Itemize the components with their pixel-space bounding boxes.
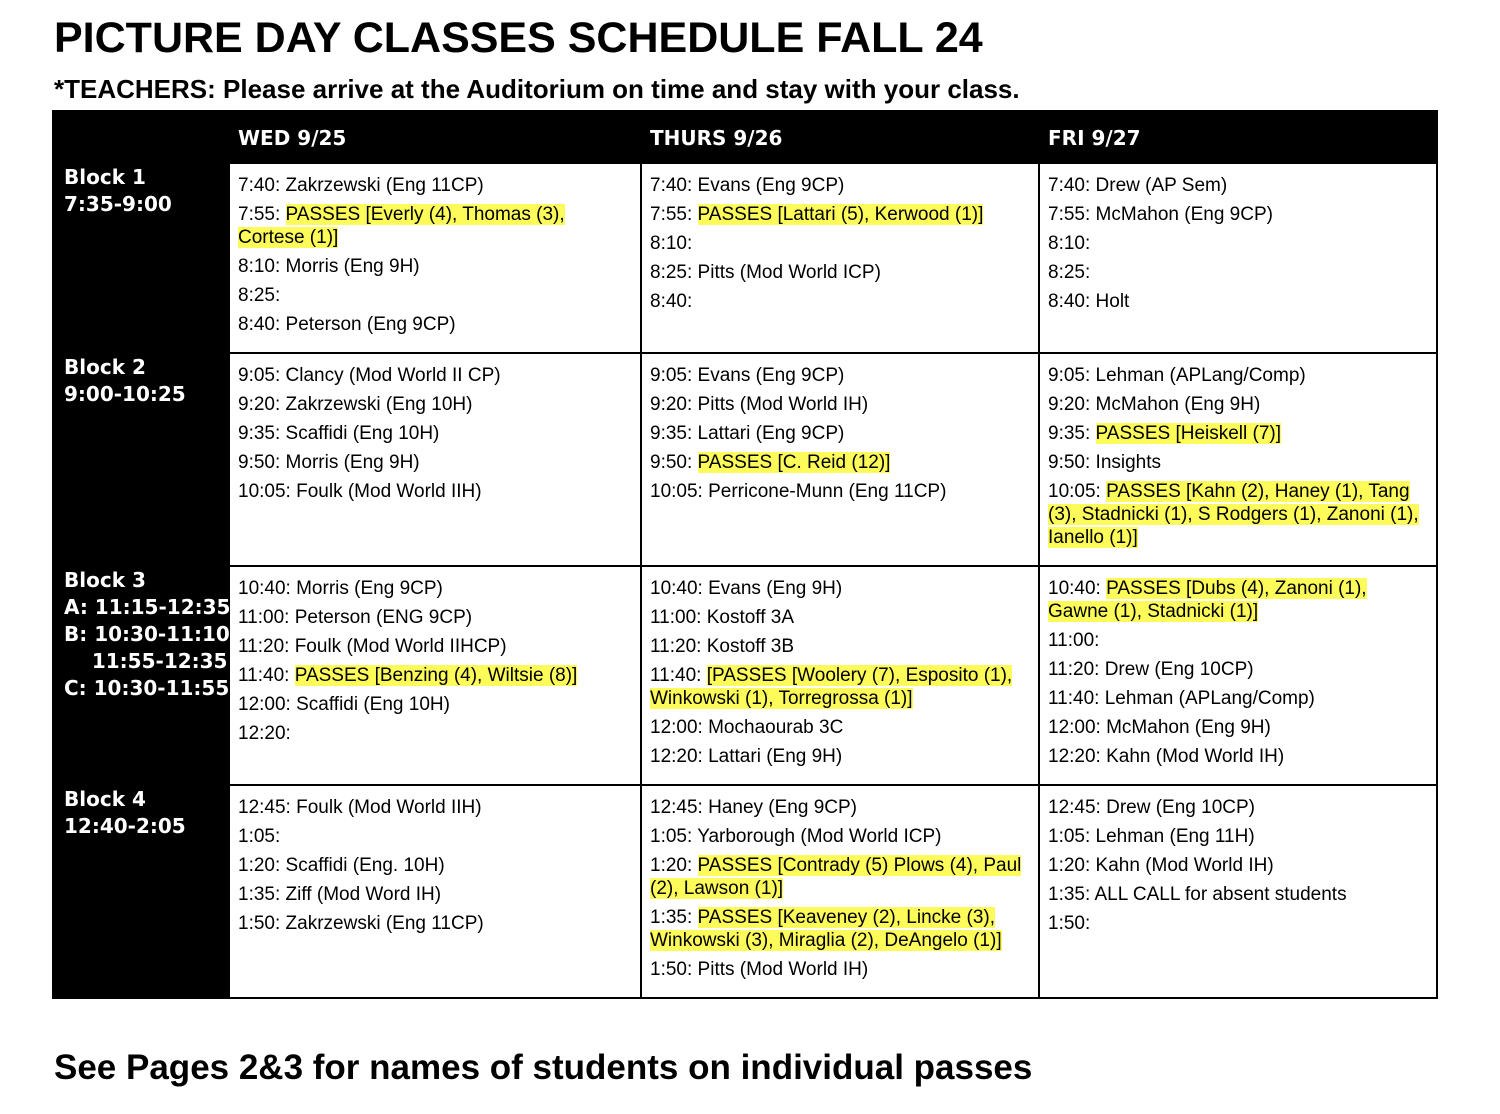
- entry-time: 11:40:: [1048, 688, 1105, 709]
- entry-time: 12:00:: [238, 694, 297, 715]
- passes-highlight: PASSES [Contrady (5) Plows (4), Paul (2), Lawson (1)]: [650, 855, 1022, 899]
- entry-time: 1:50:: [238, 913, 286, 934]
- schedule-cell: [641, 353, 1039, 566]
- entry-class: McMahon (Eng 9H): [1106, 717, 1271, 738]
- entry-time: 10:40:: [1048, 578, 1107, 599]
- entry-class: Haney (Eng 9CP): [708, 797, 858, 818]
- entry-class: Evans (Eng 9CP): [697, 365, 845, 386]
- schedule-entry: [238, 451, 632, 474]
- schedule-entry: [650, 606, 1030, 629]
- entry-class: Kostoff 3B: [706, 636, 795, 657]
- schedule-entry: [650, 745, 1030, 768]
- schedule-entry: [650, 716, 1030, 739]
- schedule-entry: [238, 313, 632, 336]
- entry-time: 1:50:: [650, 959, 698, 980]
- entry-time: 12:00:: [650, 717, 709, 738]
- block-label: Block 3 A: 11:15-12:35 B: 10:30-11:10 11:55-12:35 C: 10:30-11:55: [53, 566, 229, 785]
- schedule-entry: [650, 451, 1030, 474]
- schedule-entry: [1048, 261, 1428, 284]
- schedule-table: [52, 110, 1438, 999]
- entry-class: McMahon (Eng 9H): [1095, 394, 1261, 415]
- block-label: Block 4 12:40-2:05: [53, 785, 229, 998]
- schedule-entry: [238, 255, 632, 278]
- entry-class: Pitts (Mod World IH): [697, 959, 869, 980]
- entry-class: Zakrzewski (Eng 11CP): [285, 175, 484, 196]
- entry-time: 9:50:: [1048, 452, 1096, 473]
- schedule-entry: [238, 203, 632, 249]
- entry-time: 8:10:: [650, 233, 693, 254]
- passes-highlight: PASSES [Lattari (5), Kerwood (1)]: [697, 204, 984, 225]
- entry-time: 1:05:: [238, 826, 281, 847]
- schedule-entry: [650, 480, 1030, 503]
- schedule-entry: [1048, 577, 1428, 623]
- schedule-entry: [1048, 854, 1428, 877]
- schedule-entry: [1048, 203, 1428, 226]
- entry-time: 1:05:: [650, 826, 698, 847]
- entry-class: McMahon (Eng 9CP): [1095, 204, 1273, 225]
- entry-time: 11:40:: [650, 665, 707, 686]
- passes-highlight: PASSES [Heiskell (7)]: [1095, 423, 1282, 444]
- entry-class: Zakrzewski (Eng 10H): [285, 394, 473, 415]
- entry-class: Scaffidi (Eng 10H): [296, 694, 450, 715]
- schedule-entry: [238, 422, 632, 445]
- entry-time: 9:05:: [238, 365, 286, 386]
- entry-time: 7:40:: [650, 175, 698, 196]
- page-title: PICTURE DAY CLASSES SCHEDULE FALL 24: [54, 14, 983, 62]
- day-header-thurs: THURS 9/26: [641, 111, 1039, 163]
- entry-time: 8:25:: [1048, 262, 1091, 283]
- passes-highlight: PASSES [Dubs (4), Zanoni (1), Gawne (1), Stadnicki (1)]: [1048, 578, 1367, 622]
- passes-highlight: PASSES [Keaveney (2), Lincke (3), Winkowski (3), Miraglia (2), DeAngelo (1)]: [650, 907, 1002, 951]
- entry-time: 8:40:: [238, 314, 286, 335]
- entry-class: Mochaourab 3C: [708, 717, 844, 738]
- entry-time: 9:05:: [1048, 365, 1096, 386]
- schedule-entry: [1048, 393, 1428, 416]
- entry-class: Morris (Eng 9H): [285, 452, 420, 473]
- entry-class: Lehman (APLang/Comp): [1095, 365, 1306, 386]
- entry-time: 8:25:: [650, 262, 698, 283]
- passes-highlight: PASSES [Kahn (2), Haney (1), Tang (3), Stadnicki (1), S Rodgers (1), Zanoni (1), Ianello (1)]: [1048, 481, 1419, 548]
- schedule-entry: [650, 364, 1030, 387]
- entry-class: Kahn (Mod World IH): [1095, 855, 1274, 876]
- block-row-3: [53, 566, 1437, 785]
- day-header-wed: WED 9/25: [229, 111, 641, 163]
- entry-class: Foulk (Mod World IIH): [296, 481, 482, 502]
- entry-class: Peterson (Eng 9CP): [285, 314, 456, 335]
- passes-highlight: PASSES [C. Reid (12)]: [697, 452, 891, 473]
- schedule-entry: [238, 693, 632, 716]
- schedule-entry: [238, 912, 632, 935]
- schedule-entry: [1048, 745, 1428, 768]
- entry-class: Peterson (ENG 9CP): [294, 607, 473, 628]
- entry-time: 7:55:: [650, 204, 698, 225]
- entry-class: Scaffidi (Eng 10H): [285, 423, 440, 444]
- schedule-entry: [1048, 629, 1428, 652]
- entry-class: Scaffidi (Eng. 10H): [285, 855, 445, 876]
- entry-time: 10:40:: [650, 578, 709, 599]
- block-row-2: [53, 353, 1437, 566]
- schedule-entry: [1048, 174, 1428, 197]
- entry-time: 12:20:: [238, 723, 291, 744]
- schedule-entry: [238, 635, 632, 658]
- schedule-entry: [650, 664, 1030, 710]
- schedule-entry: [650, 958, 1030, 981]
- schedule-entry: [238, 606, 632, 629]
- entry-class: Perricone-Munn (Eng 11CP): [708, 481, 947, 502]
- schedule-cell: [1039, 785, 1437, 998]
- schedule-entry: [1048, 912, 1428, 935]
- entry-time: 9:50:: [650, 452, 698, 473]
- schedule-entry: [1048, 687, 1428, 710]
- schedule-entry: [1048, 796, 1428, 819]
- schedule-entry: [238, 174, 632, 197]
- schedule-entry: [650, 203, 1030, 226]
- schedule-entry: [238, 393, 632, 416]
- schedule-entry: [1048, 716, 1428, 739]
- schedule-entry: [238, 796, 632, 819]
- schedule-entry: [238, 664, 632, 687]
- entry-time: 1:20:: [238, 855, 286, 876]
- schedule-entry: [650, 290, 1030, 313]
- schedule-entry: [650, 854, 1030, 900]
- entry-class: ALL CALL for absent students: [1094, 884, 1347, 905]
- schedule-cell: [229, 785, 641, 998]
- entry-time: 9:35:: [650, 423, 698, 444]
- passes-highlight: PASSES [Everly (4), Thomas (3), Cortese (1)]: [238, 204, 565, 248]
- entry-time: 11:20:: [1048, 659, 1105, 680]
- entry-class: Evans (Eng 9H): [708, 578, 843, 599]
- schedule-cell: [1039, 566, 1437, 785]
- entry-time: 11:00:: [650, 607, 707, 628]
- entry-class: Holt: [1095, 291, 1130, 312]
- schedule-entry: [1048, 422, 1428, 445]
- entry-time: 12:20:: [650, 746, 709, 767]
- schedule-cell: [229, 566, 641, 785]
- schedule-cell: [1039, 353, 1437, 566]
- entry-time: 11:20:: [650, 636, 707, 657]
- schedule-entry: [238, 883, 632, 906]
- block-row-1: [53, 163, 1437, 353]
- entry-time: 9:35:: [1048, 423, 1096, 444]
- entry-time: 9:20:: [650, 394, 698, 415]
- schedule-entry: [238, 284, 632, 307]
- entry-time: 7:40:: [1048, 175, 1096, 196]
- header-corner: [53, 111, 229, 163]
- entry-time: 8:40:: [650, 291, 693, 312]
- schedule-entry: [650, 796, 1030, 819]
- entry-time: 7:40:: [238, 175, 286, 196]
- passes-highlight: PASSES [Benzing (4), Wiltsie (8)]: [294, 665, 578, 686]
- entry-time: 9:20:: [238, 394, 286, 415]
- entry-class: Pitts (Mod World ICP): [697, 262, 881, 283]
- entry-time: 12:45:: [1048, 797, 1107, 818]
- block-label: Block 1 7:35-9:00: [53, 163, 229, 353]
- entry-class: Foulk (Mod World IIHCP): [294, 636, 507, 657]
- entry-class: Lattari (Eng 9CP): [697, 423, 845, 444]
- entry-time: 9:35:: [238, 423, 286, 444]
- entry-time: 1:50:: [1048, 913, 1091, 934]
- entry-time: 8:40:: [1048, 291, 1096, 312]
- entry-time: 10:05:: [650, 481, 709, 502]
- schedule-entry: [650, 232, 1030, 255]
- schedule-entry: [1048, 883, 1428, 906]
- entry-class: Foulk (Mod World IIH): [296, 797, 482, 818]
- entry-class: Pitts (Mod World IH): [697, 394, 869, 415]
- entry-time: 10:40:: [238, 578, 297, 599]
- schedule-entry: [650, 906, 1030, 952]
- schedule-entry: [238, 825, 632, 848]
- schedule-entry: [650, 261, 1030, 284]
- teacher-instructions: *TEACHERS: Please arrive at the Auditorium on time and stay with your class.: [54, 74, 1020, 104]
- entry-class: Kahn (Mod World IH): [1106, 746, 1285, 767]
- entry-time: 7:55:: [238, 204, 286, 225]
- entry-time: 1:35:: [1048, 884, 1095, 905]
- schedule-entry: [650, 635, 1030, 658]
- schedule-entry: [1048, 825, 1428, 848]
- entry-class: Morris (Eng 9H): [285, 256, 420, 277]
- entry-class: Zakrzewski (Eng 11CP): [285, 913, 484, 934]
- entry-class: Lattari (Eng 9H): [708, 746, 843, 767]
- schedule-cell: [229, 353, 641, 566]
- entry-class: Clancy (Mod World II CP): [285, 365, 501, 386]
- schedule-entry: [650, 174, 1030, 197]
- entry-class: Drew (Eng 10CP): [1106, 797, 1255, 818]
- entry-time: 9:50:: [238, 452, 286, 473]
- entry-time: 8:10:: [1048, 233, 1091, 254]
- entry-time: 1:20:: [1048, 855, 1096, 876]
- entry-class: Evans (Eng 9CP): [697, 175, 845, 196]
- entry-time: 10:05:: [238, 481, 297, 502]
- schedule-cell: [641, 785, 1039, 998]
- entry-time: 8:10:: [238, 256, 286, 277]
- schedule-entry: [1048, 232, 1428, 255]
- entry-time: 11:00:: [238, 607, 295, 628]
- schedule-cell: [641, 163, 1039, 353]
- entry-class: Ziff (Mod Word IH): [285, 884, 442, 905]
- schedule-entry: [1048, 480, 1428, 549]
- entry-class: Lehman (APLang/Comp): [1104, 688, 1315, 709]
- entry-class: Yarborough (Mod World ICP): [697, 826, 942, 847]
- schedule-entry: [238, 722, 632, 745]
- passes-highlight: [PASSES [Woolery (7), Esposito (1), Winkowski (1), Torregrossa (1)]: [650, 665, 1013, 709]
- day-header-row: [53, 111, 1437, 163]
- entry-time: 12:20:: [1048, 746, 1107, 767]
- entry-time: 1:35:: [650, 907, 698, 928]
- entry-time: 1:20:: [650, 855, 698, 876]
- entry-class: Drew (Eng 10CP): [1104, 659, 1254, 680]
- entry-class: Drew (AP Sem): [1095, 175, 1228, 196]
- schedule-cell: [1039, 163, 1437, 353]
- block-row-4: [53, 785, 1437, 998]
- entry-class: Morris (Eng 9CP): [296, 578, 443, 599]
- entry-time: 1:35:: [238, 884, 286, 905]
- entry-time: 8:25:: [238, 285, 281, 306]
- entry-time: 11:20:: [238, 636, 295, 657]
- schedule-entry: [650, 422, 1030, 445]
- schedule-entry: [1048, 658, 1428, 681]
- day-header-fri: FRI 9/27: [1039, 111, 1437, 163]
- entry-time: 12:45:: [238, 797, 297, 818]
- entry-time: 11:00:: [1048, 630, 1100, 651]
- schedule-entry: [1048, 364, 1428, 387]
- footer-note: See Pages 2&3 for names of students on individual passes: [54, 1048, 1033, 1087]
- schedule-entry: [238, 480, 632, 503]
- block-label: Block 2 9:00-10:25: [53, 353, 229, 566]
- entry-class: Kostoff 3A: [706, 607, 795, 628]
- entry-time: 7:55:: [1048, 204, 1096, 225]
- entry-time: 10:05:: [1048, 481, 1107, 502]
- entry-time: 9:05:: [650, 365, 698, 386]
- schedule-entry: [1048, 451, 1428, 474]
- schedule-cell: [229, 163, 641, 353]
- schedule-entry: [650, 825, 1030, 848]
- entry-time: 12:00:: [1048, 717, 1107, 738]
- entry-time: 12:45:: [650, 797, 709, 818]
- schedule-entry: [238, 577, 632, 600]
- entry-class: Lehman (Eng 11H): [1095, 826, 1255, 847]
- entry-time: 11:40:: [238, 665, 295, 686]
- schedule-entry: [238, 364, 632, 387]
- schedule-entry: [1048, 290, 1428, 313]
- schedule-cell: [641, 566, 1039, 785]
- schedule-entry: [238, 854, 632, 877]
- schedule-entry: [650, 577, 1030, 600]
- schedule-entry: [650, 393, 1030, 416]
- entry-class: Insights: [1095, 452, 1162, 473]
- entry-time: 9:20:: [1048, 394, 1096, 415]
- entry-time: 1:05:: [1048, 826, 1096, 847]
